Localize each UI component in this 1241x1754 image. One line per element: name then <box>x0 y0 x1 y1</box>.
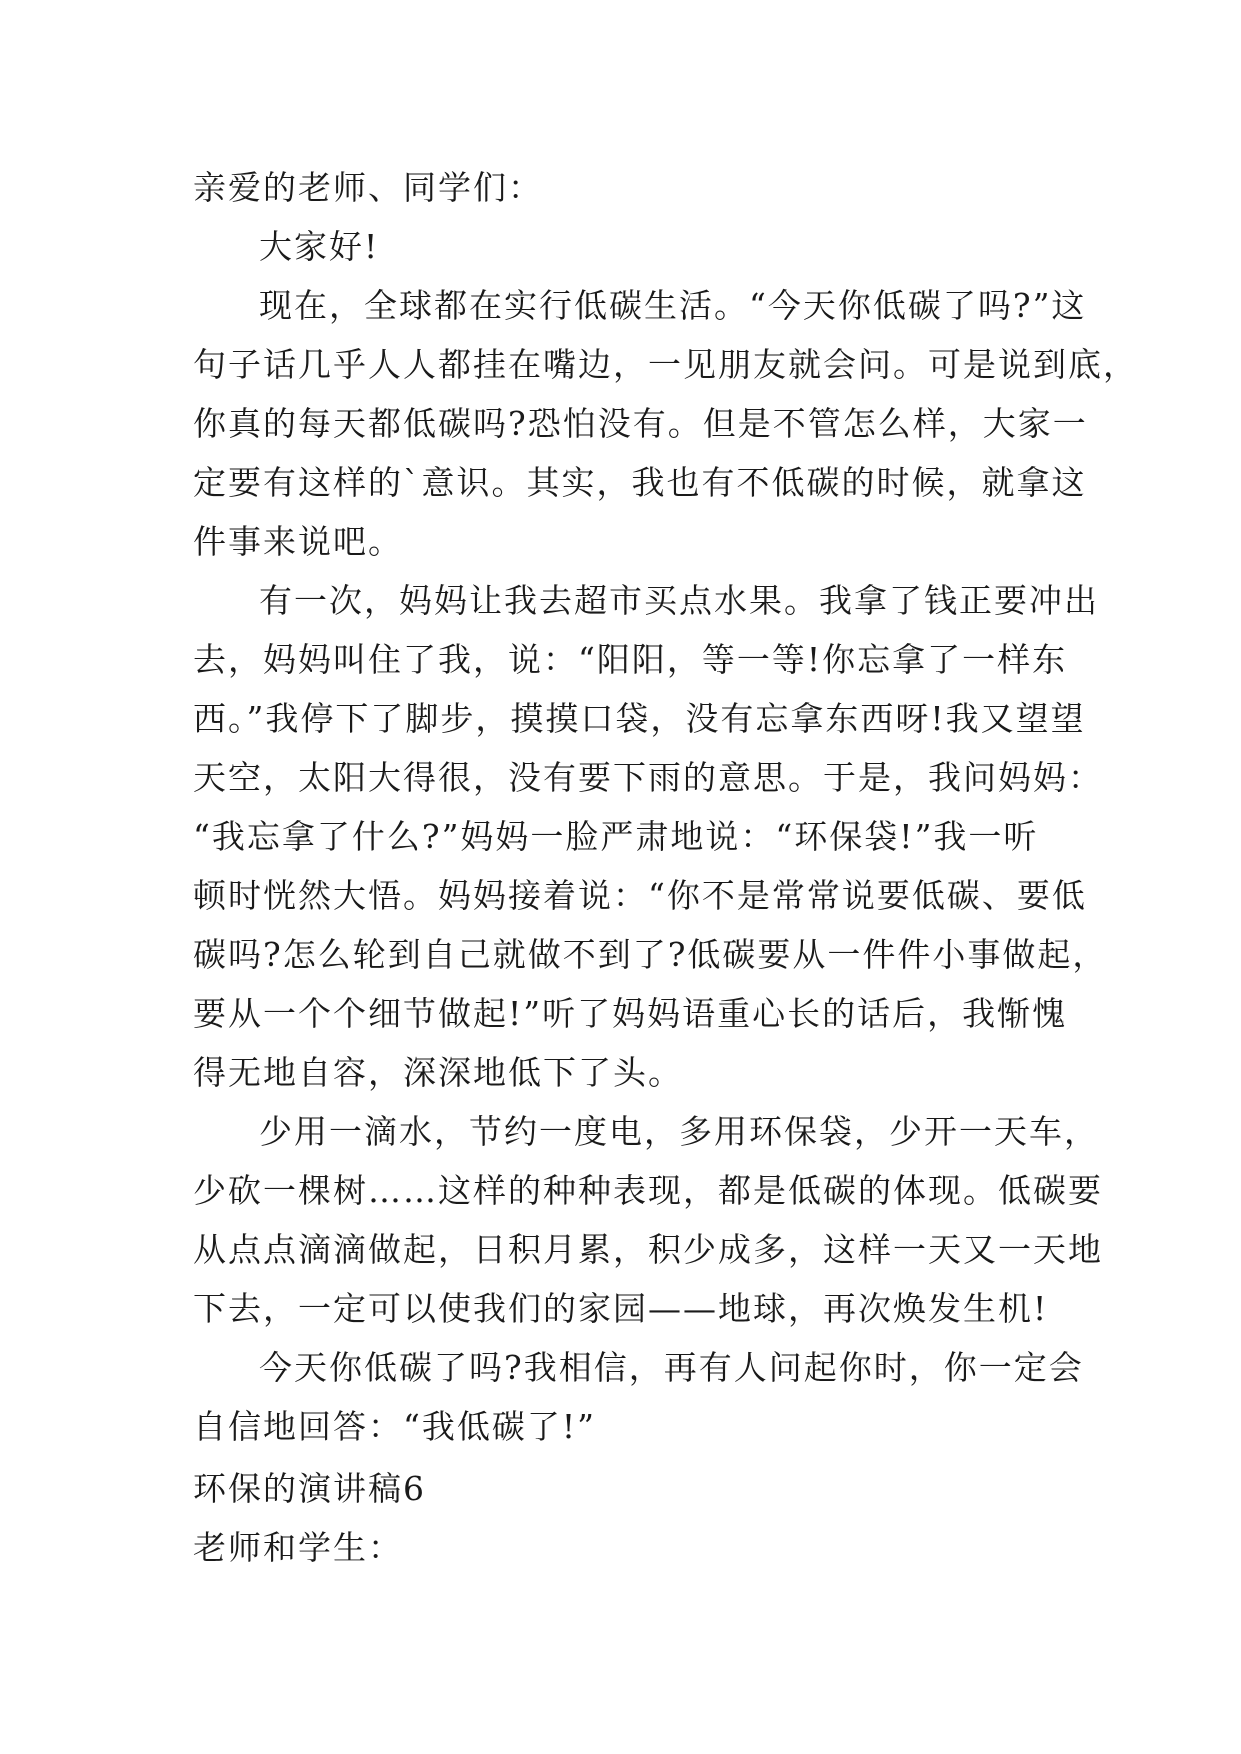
paragraph-2-line: 要从一个个细节做起!”听了妈妈语重心长的话后，我惭愧 <box>193 994 1068 1033</box>
paragraph-2-line: 有一次，妈妈让我去超市买点水果。我拿了钱正要冲出 <box>259 581 1099 620</box>
closing-greeting-line: 老师和学生： <box>193 1528 403 1567</box>
paragraph-3-line: 从点点滴滴做起，日积月累，积少成多，这样一天又一天地 <box>193 1230 1103 1269</box>
paragraph-2-line: 天空，太阳大得很，没有要下雨的意思。于是，我问妈妈： <box>193 758 1103 797</box>
document-body <box>193 158 1138 1577</box>
paragraph-4-line: 今天你低碳了吗?我相信，再有人问起你时，你一定会 <box>259 1348 1084 1387</box>
section-title: 环保的演讲稿6 <box>193 1469 426 1508</box>
paragraph-1-line: 你真的每天都低碳吗?恐怕没有。但是不管怎么样，大家一 <box>193 404 1088 443</box>
paragraph-3-line: 少用一滴水，节约一度电，多用环保袋，少开一天车， <box>259 1112 1099 1151</box>
paragraph-1-line: 件事来说吧。 <box>193 522 403 561</box>
paragraph-2-line: 去，妈妈叫住了我，说：“阳阳，等一等!你忘拿了一样东 <box>193 640 1068 679</box>
paragraph-1-line: 现在，全球都在实行低碳生活。“今天你低碳了吗?”这 <box>259 286 1087 325</box>
hello-line: 大家好! <box>259 227 380 266</box>
greeting-line: 亲爱的老师、同学们： <box>193 168 543 207</box>
paragraph-2-line: “我忘拿了什么?”妈妈一脸严肃地说：“环保袋!”我一听 <box>193 817 1039 856</box>
paragraph-3-line: 少砍一棵树……这样的种种表现，都是低碳的体现。低碳要 <box>193 1171 1103 1210</box>
paragraph-1-line: 句子话几乎人人都挂在嘴边，一见朋友就会问。可是说到底， <box>193 345 1138 384</box>
paragraph-2-line: 碳吗?怎么轮到自己就做不到了?低碳要从一件件小事做起， <box>193 935 1108 974</box>
paragraph-4-line: 自信地回答：“我低碳了!” <box>193 1407 597 1446</box>
paragraph-2-line: 得无地自容，深深地低下了头。 <box>193 1053 683 1092</box>
paragraph-1-line: 定要有这样的`意识。其实，我也有不低碳的时候，就拿这 <box>193 463 1087 502</box>
paragraph-3-line: 下去，一定可以使我们的家园——地球，再次焕发生机! <box>193 1289 1049 1328</box>
paragraph-2-line: 西。”我停下了脚步，摸摸口袋，没有忘拿东西呀!我又望望 <box>193 699 1086 738</box>
paragraph-2-line: 顿时恍然大悟。妈妈接着说：“你不是常常说要低碳、要低 <box>193 876 1087 915</box>
